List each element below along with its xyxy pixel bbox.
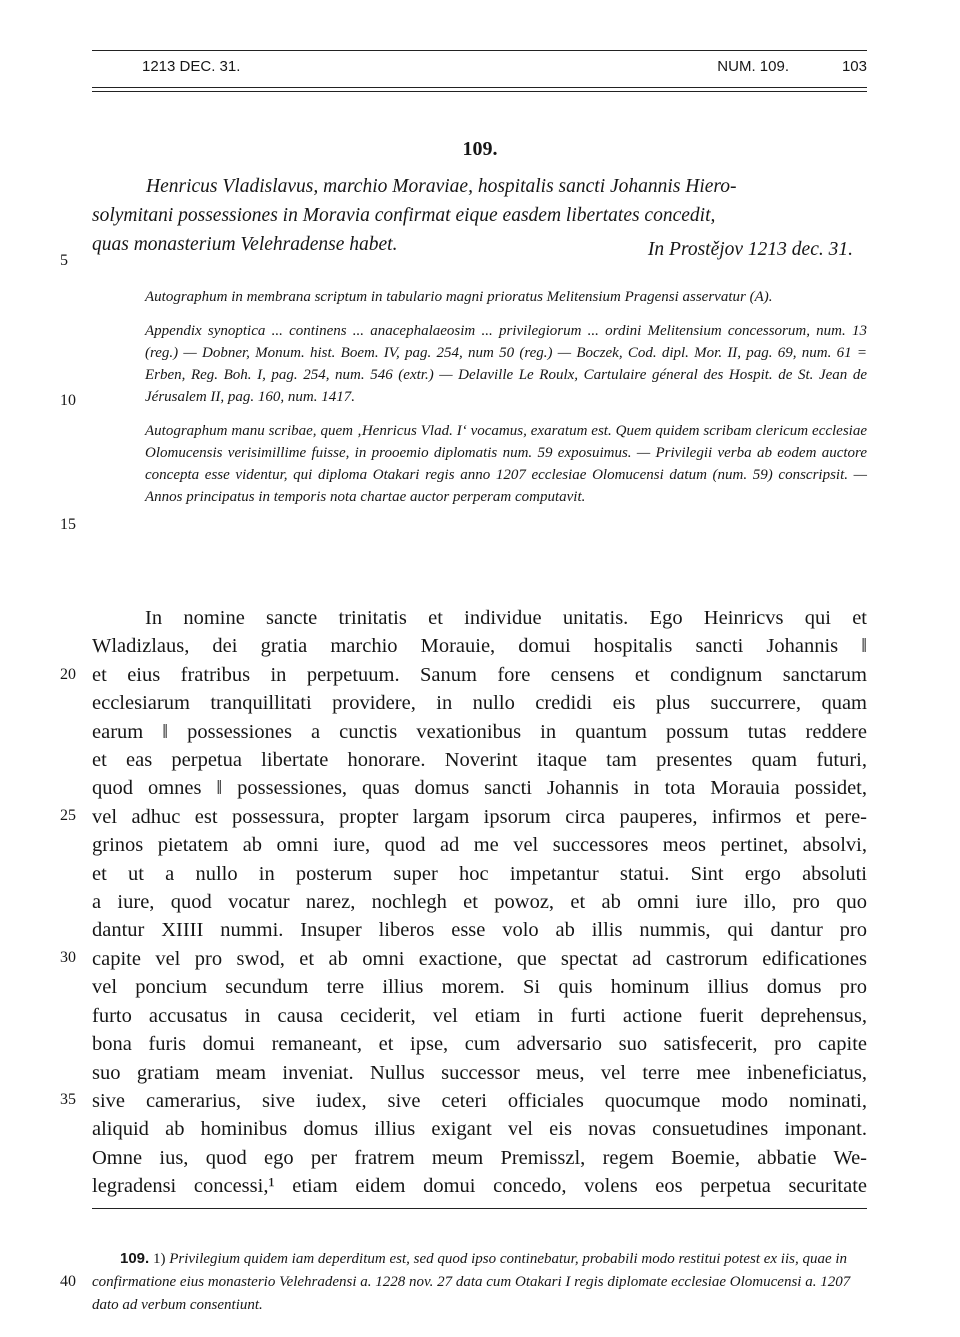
text-line: Omne ius, quod ego per fratrem meum Premisszl, regem Boemie, abbatie We- [92,1146,867,1169]
line-number-5: 5 [60,252,68,269]
editorial-notes [145,286,867,520]
regest [92,172,867,259]
text-line: vel poncium secundum terre illius morem. Si quis hominum illius domus pro [92,976,867,999]
text-line: et eius fratribus in perpetuum. Sanum fore censens et condignum sanctarum [92,663,867,686]
line-number-30: 30 [60,949,76,966]
text-line: quod omnes ‖ possessiones, quas domus sancti Johannis in tota Morauia possidet, [92,777,867,800]
text-line: In nomine sancte trinitatis et individue unitatis. Ego Heinricvs qui et [145,607,867,629]
header-rule-2 [92,91,867,92]
text-line: furto accusatus in causa ceciderit, vel etiam in furti actione fuerit deprehensus, [92,1004,867,1027]
note-scribe: Autographum manu scribae, quem ‚Henricus Vlad. I‘ vocamus, exaratum est. Quem quidem scribam clericum ecclesiae Olomucensis verisimillime fuisse, in prooemio diplomatis num. 59 exposuimus. — Privilegii verba ab eodem auctore concepta esse videntur, qui diploma Otakari regis anno 1207 ecclesiae Olomucensi datum (num. 59) conscripsit. — Annos principatus in temporis nota chartae auctor perperam computavit. [145,423,867,505]
text-line: sive camerarius, sive iudex, sive ceteri officiales quocumque modo nominati, [92,1089,867,1112]
text-line: dantur XIIII nummi. Insuper liberos esse volo ab illis nummis, qui dantur pro [92,919,867,942]
note-autograph: Autographum in membrana scriptum in tabulario magni prioratus Melitensium Pragensi asservatur (A). [145,289,773,305]
text-line: legradensi concessi,¹ etiam eidem domui concedo, volens eos perpetua securitate [92,1175,867,1198]
note-bibliography: Appendix synoptica ... continens ... anacephalaeosim ... privilegiorum ... ordini Melitensium concessorum, num. 13 (reg.) — Dobner, Monum. hist. Boem. IV, pag. 254, num 50 (reg.) — Boczek, Cod. dipl. Mor. II, pag. 69, num. 61 = Erben, Reg. Boh. I, pag. 254, num. 546 (extr.) — Delaville Le Roulx, Cartulaire géneral des Hospit. de St. Jean de Jérusalem II, pag. 160, num. 1417. [145,323,867,405]
regest-line-1: Henricus Vladislavus, marchio Moraviae, hospitalis sancti Johannis Hiero- [146,176,737,197]
footnote-text: Privilegium quidem iam deperditum est, sed quod ipso continebatur, probabili modo restitui potest ex iis, quae in confirmatione eius monasterio Velehradensi a. 1228 nov. 27 data cum Otakari I regis diplomate ecclesiae Olomucensi a. 1207 dato ad verbum consentiunt. [92,1251,851,1313]
text-line: suo gratiam meam inveniat. Nullus successor meus, vel terre mee inbeneficiatus, [92,1061,867,1084]
footnote-label: 109. [120,1250,150,1267]
footnote-ref: 1) [152,1251,166,1267]
line-number-40: 40 [60,1273,76,1290]
top-rule [92,50,867,51]
running-head-number: NUM. 109. [717,58,789,75]
line-number-10: 10 [60,392,76,409]
text-bottom-rule [92,1208,867,1209]
line-number-15: 15 [60,516,76,533]
text-line: vel adhuc est possessura, propter largam ipsorum circa pauperes, infirmos et pere- [92,805,867,828]
page-number: 103 [841,58,867,75]
regest-line-3 [92,230,867,259]
text-line: bona furis domui remaneant, et ipse, cum adversario suo satisfecerit, pro capite [92,1033,867,1056]
line-number-35: 35 [60,1091,76,1108]
charter-text [92,604,867,1201]
header-rule-1 [92,87,867,88]
text-line: capite vel pro swod, et ab omni exactione, que spectat ad castrorum edificationes [92,947,867,970]
text-line: ecclesiarum tranquillitati providere, in nullo credidi eis plus succurrere, quam [92,692,867,715]
regest-line-3-text: quas monasterium Velehradense habet. [92,234,398,255]
regest-line-2: solymitani possessiones in Moravia confirmat eique easdem libertates concedit, [92,205,716,226]
footnote [92,1247,867,1317]
text-line: et eas perpetua libertate honorare. Noverint itaque tam presentes quam futuri, [92,749,867,772]
document-number: 109. [462,138,498,160]
line-number-25: 25 [60,807,76,824]
text-line: et ut a nullo in posterum super hoc impetantur statui. Sint ergo absoluti [92,862,867,885]
running-head [92,58,867,80]
text-line: aliquid ab hominibus domus illius exigant vel eis novas consuetudines imponant. [92,1118,867,1141]
text-line: earum ‖ possessiones a cunctis vexationibus in quantum possum tutas reddere [92,720,867,743]
text-line: a iure, quod vocatur narez, nochlegh et powoz, et ab omni iure illo, pro quo [92,891,867,914]
text-line: grinos pietatem ab omni iure, quod ad me vel successores meos pertinet, absolvi, [92,834,867,857]
place-date: In Prostějov 1213 dec. 31. [647,239,853,260]
running-head-date: 1213 DEC. 31. [142,58,241,75]
text-line: Wladizlaus, dei gratia marchio Morauie, domui hospitalis sancti Johannis ‖ [92,635,867,658]
line-number-20: 20 [60,666,76,683]
